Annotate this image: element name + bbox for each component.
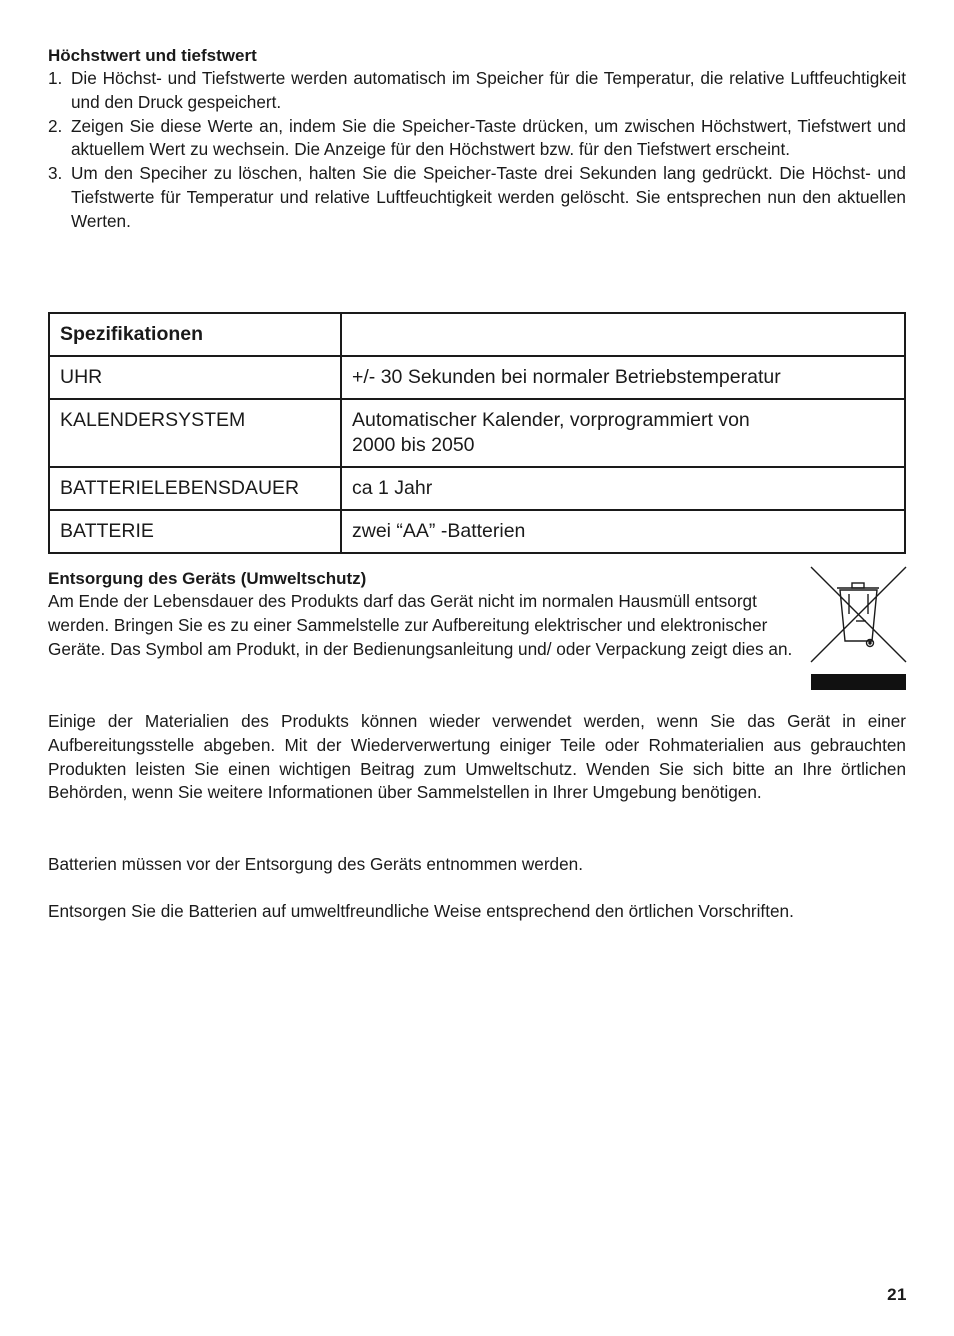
list-item — [48, 162, 906, 233]
table-header-cell — [341, 313, 905, 356]
list-item — [48, 115, 906, 163]
table-header-cell: Spezifikationen — [49, 313, 341, 356]
section-heading: Entsorgung des Geräts (Umweltschutz) — [48, 569, 367, 588]
crossed-out-wheelie-bin-icon — [810, 566, 907, 690]
table-header-row — [49, 313, 905, 356]
table-row — [49, 356, 905, 399]
max-min-section — [48, 44, 906, 234]
table-row — [49, 399, 905, 467]
table-cell-value: +/- 30 Sekunden bei normaler Betriebstemperatur — [341, 356, 905, 399]
list-number: 3. — [48, 163, 63, 184]
recycling-paragraph: Einige der Materialien des Produkts können wieder verwendet werden, wenn Sie das Gerät in einer Aufbereitungsstelle abgeben. Mit der Wiederverwertung einiger Teile oder Rohmaterialien aus gebrauchten Produkten leisten Sie einen wichtigen Beitrag zum Umweltschutz. Wenden Sie sich bitte an Ihre örtlichen Behörden, wenn Sie weitere Informationen über Sammelstellen in Ihrer Umgebung benötigen. — [48, 711, 906, 803]
table-cell-value: ca 1 Jahr — [341, 467, 905, 510]
list-item-text: Zeigen Sie diese Werte an, indem Sie die Speicher-Taste drücken, um zwischen Höchstwert, Tiefstwert und aktuellem Wert zu wechsein. Die Anzeige für den Höchstwert bzw. für den Tiefstwert erscheint. — [71, 115, 906, 160]
table-cell-value: zwei “AA” -Batterien — [341, 510, 905, 553]
table-cell-value: Automatischer Kalender, vorprogrammiert von 2000 bis 2050 — [341, 399, 905, 467]
disposal-text: Am Ende der Lebensdauer des Produkts darf das Gerät nicht im normalen Hausmüll entsorgt werden. Bringen Sie es zu einer Sammelstelle zur Aufbereitung elektrischer und elektronischer Geräte. Das Symbol am Produkt, in der Bedienungsanleitung und/ oder Verpackung zeigt dies an. — [48, 591, 793, 659]
specifications-table — [48, 312, 906, 554]
page-number: 21 — [887, 1285, 907, 1304]
battery-disposal-paragraph: Entsorgen Sie die Batterien auf umweltfreundliche Weise entsprechend den örtlichen Vorschriften. — [48, 901, 794, 921]
list-number: 2. — [48, 115, 63, 136]
table-cell-label: BATTERIELEBENSDAUER — [49, 467, 341, 510]
list-number: 1. — [48, 68, 63, 88]
disposal-section — [48, 567, 808, 661]
table-cell-label: BATTERIE — [49, 510, 341, 553]
table-cell-label: UHR — [49, 356, 341, 399]
list-item-text: Die Höchst- und Tiefstwerte werden automatisch im Speicher für die Temperatur, die relative Luftfeuchtigkeit und den Druck gespeichert. — [71, 68, 906, 112]
list-item — [48, 67, 906, 115]
table-row — [49, 467, 905, 510]
table-cell-label: KALENDERSYSTEM — [49, 399, 341, 467]
section-heading: Höchstwert und tiefstwert — [48, 46, 257, 65]
instruction-list — [48, 67, 906, 234]
list-item-text: Um den Speciher zu löschen, halten Sie die Speicher-Taste drei Sekunden lang gedrückt. Die Höchst- und Tiefstwerte für Temperatur und relative Luftfeuchtigkeit werden gelöscht. Sie entsprechen nun den aktuellen Werten. — [71, 163, 906, 231]
table-row — [49, 510, 905, 553]
battery-removal-paragraph: Batterien müssen vor der Entsorgung des Geräts entnommen werden. — [48, 854, 584, 874]
